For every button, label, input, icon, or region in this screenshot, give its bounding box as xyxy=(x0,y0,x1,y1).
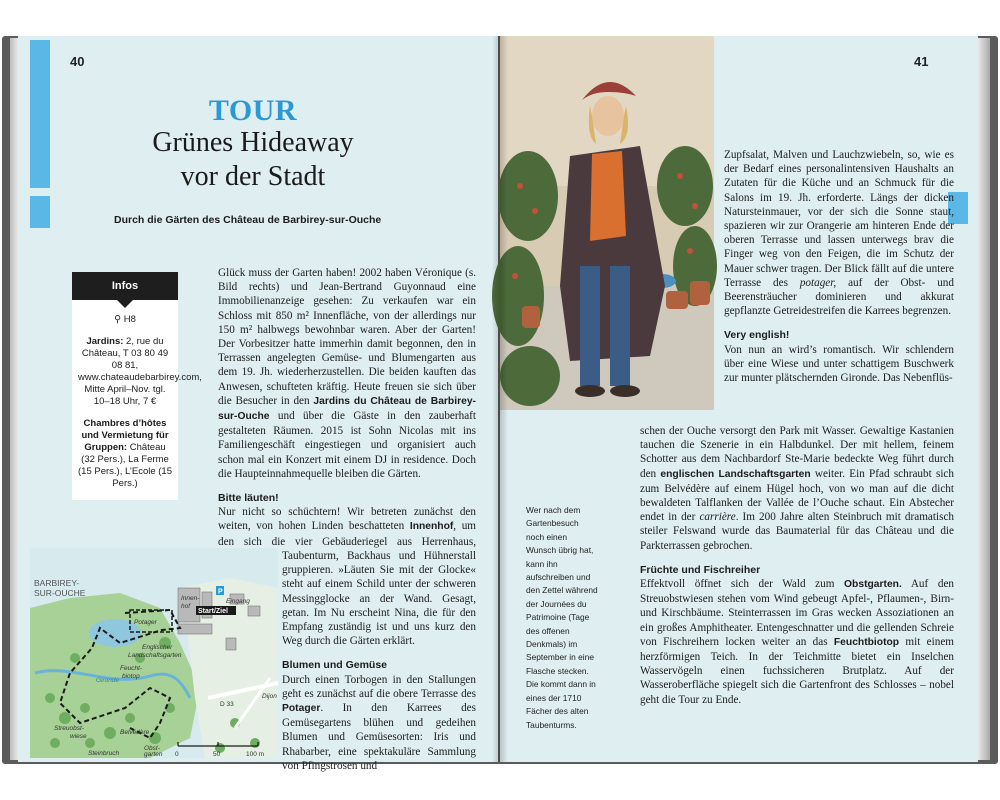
photo-jeans-right xyxy=(610,266,630,386)
text-run: weiter. Ein Pfad schraubt sich zum Belvédère auf einem Hügel hoch, von wo man auf die dicht bewaldeten Talflanken der Vallée de l’Ouche schaut. Ein Abstecher endet in der xyxy=(640,467,954,524)
section-heading: Bitte läuten! xyxy=(218,492,279,505)
page-stack-right xyxy=(978,38,990,760)
jardins-text: 2, rue du Château, T 03 80 49 08 81, www.chateaudebarbirey.com, Mitte April–Nov. tgl. 10–18 Uhr, 7 € xyxy=(78,336,202,407)
paragraph xyxy=(640,577,954,707)
text-column-top xyxy=(218,266,476,563)
grid-reference-value: H8 xyxy=(123,314,136,325)
text-run: . Im 200 Jahre alten Steinbruch mit dramatisch steiler Felswand wurde das Baumaterial für das Château und die Parkterrassen gebrochen. xyxy=(640,511,955,552)
river-label: Gironde xyxy=(96,677,120,684)
right-page xyxy=(500,36,978,762)
parking-label: P xyxy=(218,588,223,596)
bold-term: Feuchtbiotop xyxy=(833,636,900,648)
place-label-2: SUR-OUCHE xyxy=(34,588,86,598)
bold-term: Obstgarten. xyxy=(844,579,902,591)
bold-term: Jardins du Château de Barbirey-sur-Ouche xyxy=(218,395,476,423)
title-line-1: Grünes Hideaway xyxy=(152,127,354,158)
title-line-2: vor der Stadt xyxy=(180,161,326,192)
text-run: Glück muss der Garten haben! 2002 haben Véronique (s. Bild rechts) und Jean-Bertrand Guyonnaud eine Immobilienanzeige gesehen: Zu verkaufen war ein Schloss mit 850 m² Innenfläche, von der allerdings nur 150 m² halbwegs bewohnbar waren. Aber der Garten! Der Vorbesitzer hatte immerhin damit begonnen, den in Terrassen angelegten Gemüse- und Blumengarten aus dem 19. Jh. wiederherzustellen. Die beiden kauften das Anwesen, schufteten kräftig. Heute freuen sie sich über die Besucher in den xyxy=(218,267,476,407)
italic-term: carrière xyxy=(699,511,736,524)
text-run: schen der Ouche versorgt den Park mit Wasser. Gewaltige Kastanien tauchen die Szenerie in ein Halbdunkel. Der mit hellem, feinem Schotter aus dem Nachbardorf Ste-Marie bedeckte Weg führt durch den xyxy=(640,425,954,480)
text-run: Effektvoll öffnet sich der Wald zum xyxy=(640,578,845,591)
place-label-1: BARBIREY- xyxy=(34,578,80,588)
photo-jeans-left xyxy=(580,266,600,386)
feucht-label-1: Feucht- xyxy=(120,665,143,672)
paragraph xyxy=(724,148,954,318)
text-column-lower xyxy=(640,424,954,707)
map-graphic xyxy=(30,548,278,758)
innenhof-label-2: hof xyxy=(181,603,191,610)
chambres-label: Chambres d’hôtes und Vermietung für Gruppen: xyxy=(81,418,169,453)
text-run: Auf den Streuobstwiesen stehen vom Wind gebeugt Apfel-, Pflaumen-, Birn- und Kirschbäume. Steinterrassen im Gras wecken Assoziationen an ein großes Amphitheater. Entengeschnatter und die gellenden Schreie von Fischreihern locken weiter an das xyxy=(640,578,955,648)
text-run: mit einem herzförmigen Teich. In der Teichmitte bietet ein Inselchen Wasservögeln einen fuchssicheren Brutplatz. Auf der Wasseroberfläche spiegelt sich die Gartenfront des Schlosses – nobel geht die Tour zu Ende. xyxy=(640,635,954,706)
paragraph xyxy=(640,424,954,553)
section-heading: Blumen und Gemüse xyxy=(282,659,388,672)
start-ziel-label: Start/Ziel xyxy=(198,608,228,615)
photo-face xyxy=(592,96,624,136)
text-run: Durch einen Torbogen in den Stallungen geht es zunächst auf die obere Terrasse des xyxy=(282,673,476,700)
text-column-bottom xyxy=(282,549,476,773)
dijon-label: Dijon xyxy=(262,693,277,700)
info-box xyxy=(72,272,202,500)
potager-label: Potager xyxy=(134,619,157,626)
road-label: D 33 xyxy=(220,701,234,708)
page-stack-left xyxy=(10,38,18,760)
paragraph xyxy=(218,266,476,481)
paragraph: Von nun an wird’s romantisch. Wir schlendern über eine Wiese und unter schattigem Buschwerk zur munter plätschernden Gironde. Das Nebenflüs- xyxy=(724,343,954,385)
scale-50: 50 xyxy=(213,751,221,758)
streuobst-label-2: wiese xyxy=(70,733,87,740)
scale-0: 0 xyxy=(175,751,179,758)
obst-label-2: garten xyxy=(144,751,163,758)
text-run: , um den sich die vier Gebäuderiegel aus Herrenhaus, xyxy=(218,520,477,548)
eingang-label: Eingang xyxy=(226,598,250,605)
info-box-heading: Infos xyxy=(72,272,178,300)
subtitle: Durch die Gärten des Château de Barbirey-sur-Ouche xyxy=(114,214,382,226)
text-run: und über die Gäste in den zauberhaft gestalteten Räumen. 2015 ist Sohn Nicolas mit ins Familiengeschäft eingestiegen und organisiert auch schon mal ein Konzert mit einem DJ in residence. Doch die Haupteinnahmequelle bleiben die Gärten. xyxy=(218,410,476,480)
left-page xyxy=(18,36,498,772)
streuobst-label-1: Streuobst- xyxy=(54,725,84,732)
grid-reference xyxy=(78,314,172,326)
photo-graphic xyxy=(500,36,714,410)
bold-term: Innenhof xyxy=(409,521,454,533)
sidebar-note: Wer nach dem Gartenbesuch noch einen Wunsch übrig hat, kann ihn aufschreiben und den Zettel während der Journées du Patrimoine (Tage des offenen Denkmals) im September in eine Flasche stecken. Die kommt dann in eines der 1710 Fächer des alten Taubenturms. xyxy=(526,505,598,730)
chambres-text: Château (32 Pers.), La Ferme (15 Pers.), L’Ecole (15 Pers.) xyxy=(78,442,172,489)
tour-map xyxy=(30,548,278,758)
bold-term: englischen Landschaftsgarten xyxy=(660,468,811,480)
page-number: 40 xyxy=(70,54,85,69)
map-pin-icon: ⚲ xyxy=(114,314,122,325)
italic-term: potager, xyxy=(799,276,837,289)
text-run: Nur nicht so schüchtern! Wir betreten zunächst den weiten, von hohen Linden beschatteten xyxy=(218,506,476,533)
feucht-label-2: biotop xyxy=(122,673,140,680)
chambres-info xyxy=(78,418,172,490)
innenhof-label-1: Innen- xyxy=(181,595,200,602)
text-run: Zupfsalat, Malven und Lauchzwiebeln, so, wie es der Bedarf eines personalintensiven Haushalts an Zutaten für die Küche und an Schmuck für die Salons im 19. Jh. erforderte. Längs der dicken Natursteinmauer, vor der sich die Sonne staut, spazieren wir zur Orangerie am hinteren Ende der oberen Terrasse und lassen unterwegs brav die Finger weg von den Feigen, die im Schutz der Mauer schwer tragen. Der Blick fällt auf die untere Terrasse des xyxy=(724,149,954,289)
section-heading: Früchte und Fischreiher xyxy=(640,563,761,576)
jardins-label: Jardins: xyxy=(86,336,124,347)
page-number: 41 xyxy=(914,54,929,69)
text-run: . In den Karrees des Gemüsegartens blühen und gedeihen Blumen und Gemüsesorten: Iris und Rhabarber, eine spektakuläre Sammlung von Pfingstrosen und xyxy=(282,702,476,772)
obst-label-1: Obst- xyxy=(144,745,160,752)
section-heading: Very english! xyxy=(724,329,790,342)
scale-100: 100 m xyxy=(246,751,265,758)
steinbruch-label: Steinbruch xyxy=(88,750,120,757)
text-run: auf der Obst- und Beerensträucher dominieren und akkurat gepflanzte Getreidestreifen die Karrees begrenzen. xyxy=(724,276,954,318)
chapter-tab-marker xyxy=(30,196,50,228)
englischer-label-2: Landschaftsgarten xyxy=(128,652,182,659)
belvedere-label: Belvédère xyxy=(120,729,150,736)
text-column-upper xyxy=(724,148,954,385)
bold-term: Potager xyxy=(282,703,321,715)
photo-sweater xyxy=(590,151,626,241)
englischer-label-1: Englischer xyxy=(142,644,173,651)
paragraph xyxy=(282,673,476,773)
book-gutter xyxy=(492,36,508,762)
tour-label: TOUR xyxy=(208,94,298,127)
paragraph: Taubenturm, Backhaus und Hühnerstall gruppieren. »Läuten Sie mit der Glocke« steht auf einem Schild unter der schweren Messingglocke an der Wand. Gesagt, getan. Im Nu erscheint Nina, die für den Empfang zuständig ist und uns kurz den Weg durch die Gärten erklärt. xyxy=(282,550,476,648)
photo-gardener xyxy=(500,36,714,410)
jardins-info xyxy=(78,336,202,408)
